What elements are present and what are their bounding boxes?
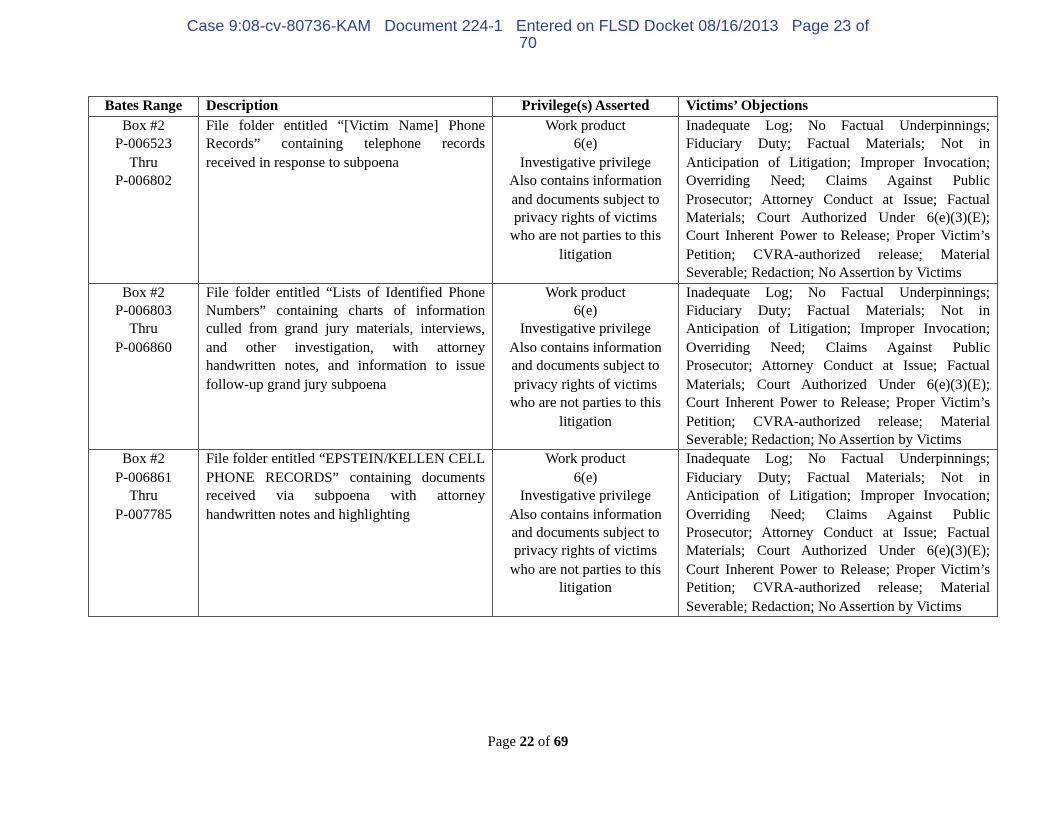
privilege-line: who are not parties to this <box>509 228 662 245</box>
privilege-line: and documents subject to <box>511 358 660 375</box>
privilege-line: Also contains information <box>509 506 662 523</box>
case-header <box>0 18 1056 52</box>
privilege-line: Work product <box>545 284 626 301</box>
bates-box: Box #2 <box>122 284 165 301</box>
privilege-line: privacy rights of victims <box>513 210 658 227</box>
privilege-line: Investigative privilege <box>520 154 651 171</box>
table-header-row <box>89 97 998 117</box>
privilege-line: and documents subject to <box>511 191 660 208</box>
objections-cell: Inadequate Log; No Factual Underpinnings; Fiduciary Duty; Factual Materials; Not in Anticipation of Litigation; Improper Invocation; Overriding Need; Claims Against Public Prosecutor; Attorney Conduct at Issue; Factual Materials; Court Authorized Under 6(e)(3)(E); Court Inherent Power to Release; Proper Victim’s Petition; CVRA-authorized release; Material Severable; Redaction; No Assertion by Victims <box>679 283 998 450</box>
bates-box: Box #2 <box>122 451 165 468</box>
table-row <box>89 117 998 284</box>
privilege-line: Investigative privilege <box>520 321 651 338</box>
privilege-line: 6(e) <box>573 136 598 153</box>
page-total: 70 <box>519 35 537 52</box>
footer-page-number: 22 <box>519 734 535 750</box>
bates-range-cell <box>89 283 199 450</box>
docket-entry: Entered on FLSD Docket 08/16/2013 <box>515 18 779 35</box>
bates-thru: Thru <box>129 321 158 338</box>
bates-start: P-006803 <box>115 303 172 320</box>
privilege-line: 6(e) <box>573 303 598 320</box>
bates-range-cell <box>89 117 199 284</box>
privilege-line: 6(e) <box>573 469 598 486</box>
table-row <box>89 283 998 450</box>
description-cell: File folder entitled “Lists of Identified Phone Numbers” containing charts of information culled from grand jury materials, interviews, and other investigation, with attorney handwritten notes, and information to issue follow-up grand jury subpoena <box>199 283 493 450</box>
case-header-line-1 <box>0 18 1056 35</box>
bates-start: P-006523 <box>115 136 172 153</box>
page-label: Page 23 of <box>791 18 870 35</box>
privilege-line: litigation <box>559 413 612 430</box>
privilege-cell <box>493 283 679 450</box>
bates-end: P-006860 <box>115 339 172 356</box>
bates-box: Box #2 <box>122 118 165 134</box>
privilege-line: who are not parties to this <box>509 395 662 412</box>
footer-of-word: of <box>537 734 551 750</box>
privilege-line: litigation <box>559 580 612 597</box>
header-bates-range: Bates Range <box>89 97 199 117</box>
description-cell: File folder entitled “EPSTEIN/KELLEN CELL PHONE RECORDS” containing documents received via subpoena with attorney handwritten notes and highlighting <box>199 450 493 617</box>
bates-thru: Thru <box>129 488 158 505</box>
bates-end: P-006802 <box>115 173 172 190</box>
footer-page-total: 69 <box>553 734 569 750</box>
page-footer <box>0 734 1056 751</box>
privilege-line: Also contains information <box>509 339 662 356</box>
document-number: Document 224-1 <box>384 18 503 35</box>
bates-start: P-006861 <box>115 469 172 486</box>
privilege-line: privacy rights of victims <box>513 376 658 393</box>
header-victims-objections: Victims’ Objections <box>679 97 998 117</box>
privilege-line: Investigative privilege <box>520 488 651 505</box>
header-description: Description <box>199 97 493 117</box>
table-row <box>89 450 998 617</box>
case-number: Case 9:08-cv-80736-KAM <box>186 18 371 35</box>
privilege-line: privacy rights of victims <box>513 543 658 560</box>
bates-end: P-007785 <box>115 506 172 523</box>
privilege-cell <box>493 117 679 284</box>
privilege-line: Work product <box>545 451 626 468</box>
description-cell: File folder entitled “[Victim Name] Phone Records” containing telephone records received in response to subpoena <box>199 117 493 284</box>
footer-page-word: Page <box>487 734 517 750</box>
header-privileges: Privilege(s) Asserted <box>493 97 679 117</box>
privilege-line: and documents subject to <box>511 524 660 541</box>
objections-cell: Inadequate Log; No Factual Underpinnings; Fiduciary Duty; Factual Materials; Not in Anticipation of Litigation; Improper Invocation; Overriding Need; Claims Against Public Prosecutor; Attorney Conduct at Issue; Factual Materials; Court Authorized Under 6(e)(3)(E); Court Inherent Power to Release; Proper Victim’s Petition; CVRA-authorized release; Material Severable; Redaction; No Assertion by Victims <box>679 117 998 284</box>
bates-range-cell <box>89 450 199 617</box>
bates-thru: Thru <box>129 154 158 171</box>
privilege-line: litigation <box>559 246 612 263</box>
case-header-line-2 <box>0 35 1056 52</box>
privilege-line: Work product <box>545 118 626 134</box>
privilege-line: Also contains information <box>509 173 662 190</box>
privilege-log-table <box>88 96 998 617</box>
objections-cell: Inadequate Log; No Factual Underpinnings; Fiduciary Duty; Factual Materials; Not in Anticipation of Litigation; Improper Invocation; Overriding Need; Claims Against Public Prosecutor; Attorney Conduct at Issue; Factual Materials; Court Authorized Under 6(e)(3)(E); Court Inherent Power to Release; Proper Victim’s Petition; CVRA-authorized release; Material Severable; Redaction; No Assertion by Victims <box>679 450 998 617</box>
privilege-cell <box>493 450 679 617</box>
privilege-line: who are not parties to this <box>509 561 662 578</box>
